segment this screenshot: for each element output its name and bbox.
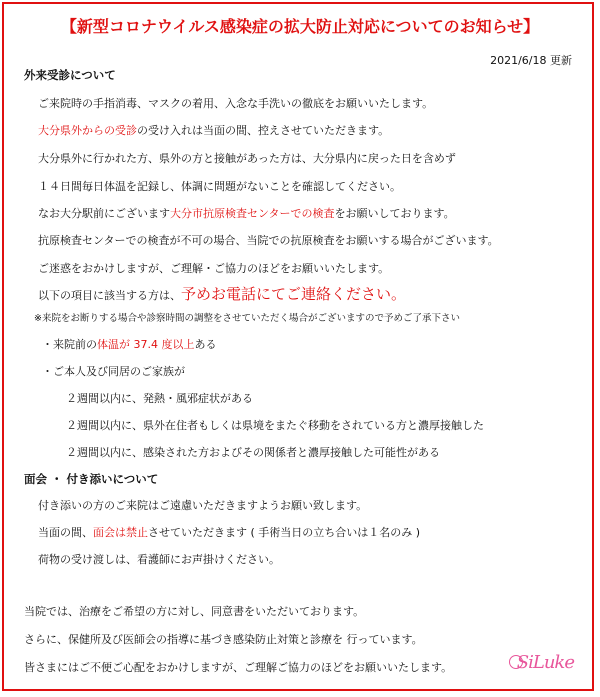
highlight-text: 体温が 37.4 度以上 [97, 338, 195, 351]
notice-text: の受け入れは当面の間、控えさせていただきます。 [137, 124, 390, 137]
section-heading-outpatient: 外来受診について [24, 68, 116, 82]
highlight-text: 面会は禁止 [93, 526, 148, 539]
closing-line: 皆さまにはご不便ご心配をおかけしますが、ご理解ご協力のほどをお願いいたします。 [24, 661, 453, 674]
notice-title: 【新型コロナウイルス感染症の拡大防止対応についてのお知らせ】 [60, 17, 540, 36]
clinic-logo [509, 652, 574, 673]
logo-text: SiLuke [516, 652, 574, 673]
notice-line [38, 287, 406, 303]
notice-text: なお大分駅前にございます [38, 207, 170, 220]
notice-text: をお願いしております。 [334, 207, 455, 220]
closing-line: さらに、保健所及び医師会の指導に基づき感染防止対策と診療を 行っています。 [24, 633, 423, 646]
checklist-item [42, 338, 217, 352]
notice-text: 当面の間、 [38, 526, 93, 539]
highlight-text: 予めお電話にてご連絡ください。 [181, 285, 407, 303]
highlight-text: 大分県外からの受診 [38, 124, 137, 137]
notice-line [38, 526, 420, 540]
updated-date: 2021/6/18 更新 [490, 54, 572, 67]
checklist-item: ・ご本人及び同居のご家族が [42, 365, 185, 378]
notice-line [38, 124, 389, 138]
notice-text: ある [194, 338, 217, 351]
notice-line: 付き添いの方のご来院はご遠慮いただきますようお願い致します。 [38, 499, 368, 512]
notice-line [38, 207, 455, 221]
checklist-subitem: ２週間以内に、感染された方およびその関係者と濃厚接触した可能性がある [66, 446, 440, 459]
notice-line: 抗原検査センターでの検査が不可の場合、当院での抗原検査をお願いする場合がございます。 [38, 234, 499, 247]
notice-line: 大分県外に行かれた方、県外の方と接触があった方は、大分県内に戻った日を含めず [38, 152, 456, 165]
notice-line: １４日間毎日体温を記録し、体調に問題がないことを確認してください。 [38, 180, 401, 193]
notice-text: させていただきます ( 手術当日の立ち合いは１名のみ ) [148, 526, 421, 539]
checklist-subitem: ２週間以内に、発熱・風邪症状がある [66, 392, 253, 405]
section-heading-visits: 面会 ・ 付き添いについて [24, 472, 159, 486]
highlight-text: 大分市抗原検査センターでの検査 [170, 207, 335, 220]
notice-line: ご来院時の手指消毒、マスクの着用、入念な手洗いの徹底をお願いいたします。 [38, 97, 434, 110]
notice-note: ※来院をお断りする場合や診察時間の調整をさせていただく場合がございますので予めご了承下さい [34, 313, 460, 324]
checklist-subitem: ２週間以内に、県外在住者もしくは県境をまたぐ移動をされている方と濃厚接触した [66, 419, 484, 432]
notice-line: 荷物の受け渡しは、看護師にお声掛けください。 [38, 553, 280, 566]
notice-text: 以下の項目に該当する方は、 [38, 289, 181, 302]
notice-text: ・来院前の [42, 338, 97, 351]
notice-line: ご迷惑をおかけしますが、ご理解・ご協力のほどをお願いいたします。 [38, 262, 390, 275]
closing-line: 当院では、治療をご希望の方に対し、同意書をいただいております。 [24, 605, 365, 618]
